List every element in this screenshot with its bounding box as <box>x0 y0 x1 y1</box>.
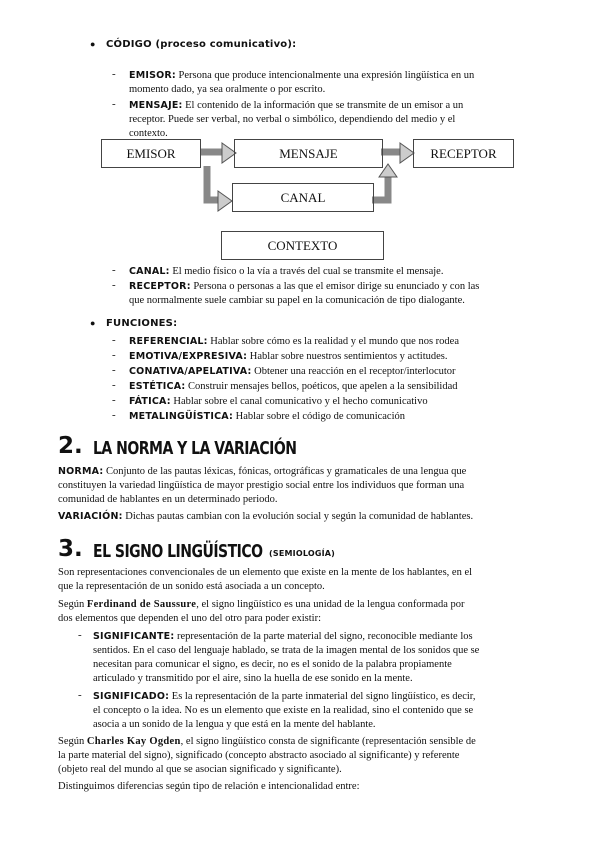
mensaje-def-line3: contexto. <box>129 128 168 139</box>
arrowhead <box>400 143 414 163</box>
codigo-heading: CÓDIGO (proceso comunicativo): <box>106 39 297 50</box>
dash-marker: - <box>112 98 116 110</box>
dash-marker: - <box>78 689 82 701</box>
emisor-def-line2: momento dado, ya sea oralmente o por escrito. <box>129 84 326 95</box>
funcion-def: Obtener una reacción en el receptor/interlocutor <box>254 366 456 377</box>
norma-paragraph <box>58 465 541 478</box>
emisor-def-line1: Persona que produce intencionalmente una expresión lingüística en un <box>178 70 475 81</box>
saussure-name: Ferdinand de Saussure <box>86 599 197 610</box>
dash-marker: - <box>112 394 116 406</box>
diagram-box-emisor: EMISOR <box>101 139 201 168</box>
dash-marker: - <box>112 264 116 276</box>
norma-line2: constituyen la variedad lingüística de mayor prestigio social entre los individuos que forman una <box>58 480 465 491</box>
section2-title: LA NORMA Y LA VARIACIÓN <box>93 439 297 459</box>
norma-line3: comunidad de hablantes en un determinado periodo. <box>58 494 278 505</box>
norma-line1: Conjunto de las pautas léxicas, fónicas, ortográficas y gramaticales de una lengua que <box>105 466 467 477</box>
section3-number: 3. <box>58 536 83 562</box>
arrow-emisor-canal <box>207 166 219 200</box>
funcion-term: REFERENCIAL: <box>129 336 208 347</box>
emisor-term: EMISOR: <box>129 70 176 81</box>
ogden-name: Charles Kay Ogden <box>86 736 181 747</box>
dash-marker: - <box>112 349 116 361</box>
significado-paragraph <box>93 690 542 703</box>
mensaje-def-line1: El contenido de la información que se transmite de un emisor a un <box>185 100 464 111</box>
ogden-line3: (objeto real del mundo al que se asocian significado y significante). <box>58 764 342 775</box>
funcion-def: Hablar sobre nuestros sentimientos y actitudes. <box>249 351 448 362</box>
variacion-paragraph <box>58 510 473 523</box>
bullet-dot: ● <box>90 39 96 49</box>
funcion-item <box>129 395 428 408</box>
funcion-def: Hablar sobre el código de comunicación <box>235 411 406 422</box>
variacion-term: VARIACIÓN: <box>58 511 123 522</box>
receptor-term: RECEPTOR: <box>129 281 191 292</box>
saussure-line2: dos elementos que dependen el uno del otro para poder existir: <box>58 613 322 624</box>
funciones-heading: FUNCIONES: <box>106 318 178 329</box>
funcion-term: ESTÉTICA: <box>129 381 186 392</box>
saussure-paragraph <box>58 598 542 611</box>
distinguimos-paragraph: Distinguimos diferencias según tipo de relación e intencionalidad entre: <box>58 781 360 792</box>
funcion-term: EMOTIVA/EXPRESIVA: <box>129 351 248 362</box>
diagram-box-mensaje: MENSAJE <box>234 139 383 168</box>
signo-p1-line1: Son representaciones convencionales de un elemento que existe en la mente de los hablantes, en el <box>58 567 473 578</box>
canal-definition <box>129 265 443 278</box>
funcion-item <box>129 410 405 423</box>
significante-term: SIGNIFICANTE: <box>93 631 175 642</box>
canal-term: CANAL: <box>129 266 170 277</box>
section3-subtitle: (SEMIOLOGÍA) <box>269 549 336 558</box>
funcion-item <box>129 350 448 363</box>
saussure-line1: , el signo lingüístico es una unidad de la lengua conformada por <box>196 599 465 610</box>
dash-marker: - <box>112 334 116 346</box>
ogden-paragraph <box>58 735 542 748</box>
dash-marker: - <box>112 68 116 80</box>
diagram-box-receptor: RECEPTOR <box>413 139 514 168</box>
funcion-def: Hablar sobre cómo es la realidad y el mundo que nos rodea <box>210 336 459 347</box>
signo-p1-line2: que la representación de un sonido está asociada a un concepto. <box>58 581 325 592</box>
funcion-item <box>129 335 459 348</box>
arrowhead <box>218 191 232 211</box>
ogden-line2: la parte material del signo), significado (concepto abstracto asociado al significante) y referente <box>58 750 460 761</box>
receptor-def-line1: Persona o personas a las que el emisor dirige su enunciado y con las <box>193 281 480 292</box>
funcion-term: FÁTICA: <box>129 396 171 407</box>
dash-marker: - <box>112 379 116 391</box>
mensaje-def-line2: receptor. Puede ser verbal, no verbal o simbólico, dependiendo del medio y el <box>129 114 456 125</box>
ogden-pre: Según <box>58 736 85 747</box>
diagram-box-canal: CANAL <box>232 183 374 212</box>
funcion-term: METALINGÜÍSTICA: <box>129 411 233 422</box>
significante-line4: articulado y transmitido por el aire, sino la huella de ese sonido en la mente. <box>93 673 413 684</box>
ogden-line1: , el signo lingüístico consta de significante (representación sensible de <box>180 736 476 747</box>
significado-line1: Es la representación de la parte inmaterial del signo lingüístico, es decir, <box>171 691 476 702</box>
section2-number: 2. <box>58 433 83 459</box>
significante-paragraph <box>93 630 542 643</box>
receptor-definition <box>129 280 541 293</box>
dash-marker: - <box>112 364 116 376</box>
arrow-canal-receptor <box>372 176 388 200</box>
significante-line1: representación de la parte material del signo, reconocible mediante los <box>176 631 473 642</box>
dash-marker: - <box>78 629 82 641</box>
variacion-def: Dichas pautas cambian con la evolución social y según la comunidad de hablantes. <box>125 511 474 522</box>
canal-def: El medio físico o la vía a través del cual se transmite el mensaje. <box>172 266 444 277</box>
norma-term: NORMA: <box>58 466 104 477</box>
funcion-item <box>129 365 456 378</box>
significante-line2: sentidos. En el caso del lenguaje hablado, se trata de la imagen mental de los sonidos que se <box>93 645 480 656</box>
funcion-item <box>129 380 457 393</box>
funcion-term: CONATIVA/APELATIVA: <box>129 366 252 377</box>
significado-term: SIGNIFICADO: <box>93 691 170 702</box>
saussure-pre: Según <box>58 599 85 610</box>
mensaje-term: MENSAJE: <box>129 100 183 111</box>
dash-marker: - <box>112 409 116 421</box>
receptor-def-line2: que normalmente suele cambiar su papel en la comunicación de tipo dialogante. <box>129 295 465 306</box>
funcion-def: Hablar sobre el canal comunicativo y el hecho comunicativo <box>173 396 428 407</box>
dash-marker: - <box>112 279 116 291</box>
bullet-dot: ● <box>90 318 96 328</box>
section3-title: EL SIGNO LINGÜÍSTICO <box>93 542 263 562</box>
funcion-def: Construir mensajes bellos, poéticos, que apelen a la sensibilidad <box>188 381 458 392</box>
diagram-box-contexto: CONTEXTO <box>221 231 384 260</box>
significante-line3: necesitan para comunicar el signo, es decir, no es el sonido de la palabra propiamente <box>93 659 452 670</box>
significado-line2: el concepto o la idea. No es un elemento que existe en la realidad, sino el contenido que se <box>93 705 474 716</box>
significado-line3: asocia a un sonido de la lengua y que está en la mente del hablante. <box>93 719 376 730</box>
